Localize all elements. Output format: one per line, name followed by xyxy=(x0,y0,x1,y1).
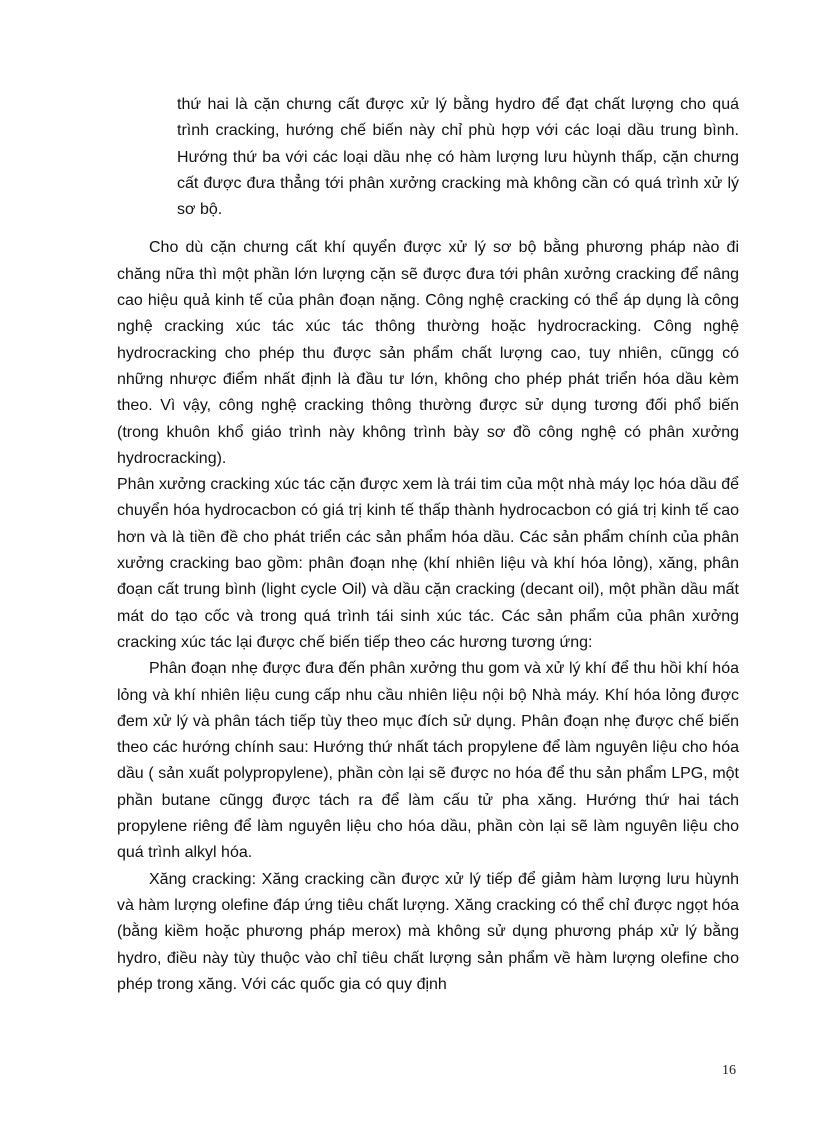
paragraph-fcc-unit: Phân xưởng cracking xúc tác cặn được xem là trái tim của một nhà máy lọc hóa dầu để chuyển hóa hydrocacbon có giá trị kinh tế thấp thành hydrocacbon có giá trị kinh tế cao hơn và là tiền đề cho phát triển các sản phẩm hóa dầu. Các sản phẩm chính của phân xưởng cracking bao gồm: phân đoạn nhẹ (khí nhiên liệu và khí hóa lỏng), xăng, phân đoạn cất trung bình (light cycle Oil) và dầu cặn cracking (decant oil), một phần dầu mất mát do tạo cốc và trong quá trình tái sinh xúc tác. Các sản phẩm của phân xưởng cracking xúc tác lại được chế biến tiếp theo các hương tương ứng: xyxy=(117,476,739,651)
body-text xyxy=(117,92,739,998)
paragraph-cracking-overview: Cho dù cặn chưng cất khí quyển được xử lý sơ bộ bằng phương pháp nào đi chăng nữa thì một phần lớn lượng cặn sẽ được đưa tới phân xưởng cracking để nâng cao hiệu quả kinh tế của phân đoạn nặng. Công nghệ cracking có thể áp dụng là công nghệ cracking xúc tác xúc tác thông thường hoặc hydrocracking. Công nghệ hydrocracking cho phép thu được sản phẩm chất lượng cao, tuy nhiên, cũngg có những nhược điểm nhất định là đầu tư lớn, không cho phép phát triển hóa dầu kèm theo. Vì vậy, công nghệ cracking thông thường được sử dụng tương đối phổ biến (trong khuôn khổ giáo trình này không trình bày sơ đồ công nghệ có phân xưởng hydrocracking). xyxy=(117,239,739,467)
paragraph-light-fraction: Phân đoạn nhẹ được đưa đến phân xưởng thu gom và xử lý khí để thu hồi khí hóa lỏng và khí nhiên liệu cung cấp nhu cầu nhiên liệu nội bộ Nhà máy. Khí hóa lỏng được đem xử lý và phân tách tiếp tùy theo mục đích sử dụng. Phân đoạn nhẹ được chế biến theo các hướng chính sau: Hướng thứ nhất tách propylene để làm nguyên liệu cho hóa dầu ( sản xuất polypropylene), phần còn lại sẽ được no hóa để thu sản phẩm LPG, một phần butane cũngg được tách ra để làm cấu tử pha xăng. Hướng thứ hai tách propylene riêng để làm nguyên liệu cho hóa dầu, phần còn lại sẽ làm nguyên liệu cho quá trình alkyl hóa. xyxy=(117,660,739,862)
paragraph-cracking-gasoline: Xăng cracking: Xăng cracking cần được xử lý tiếp để giảm hàm lượng lưu hùynh và hàm lượng olefine đáp ứng tiêu chất lượng. Xăng cracking có thể chỉ được ngọt hóa (bằng kiềm hoặc phương pháp merox) mà không sử dụng phương pháp xử lý bằng hydro, điều này tùy thuộc vào chỉ tiêu chất lượng sản phẩm về hàm lượng olefine cho phép trong xăng. Với các quốc gia có quy định xyxy=(117,870,739,993)
paragraph-continuation: thứ hai là cặn chưng cất được xử lý bằng hydro để đạt chất lượng cho quá trình cracking, hướng chế biến này chỉ phù hợp với các loại dầu trung bình. Hướng thứ ba với các loại dầu nhẹ có hàm lượng lưu hùynh thấp, cặn chưng cất được đưa thẳng tới phân xưởng cracking mà không cần có quá trình xử lý sơ bộ. xyxy=(177,96,739,219)
page-number: 16 xyxy=(722,1063,736,1078)
